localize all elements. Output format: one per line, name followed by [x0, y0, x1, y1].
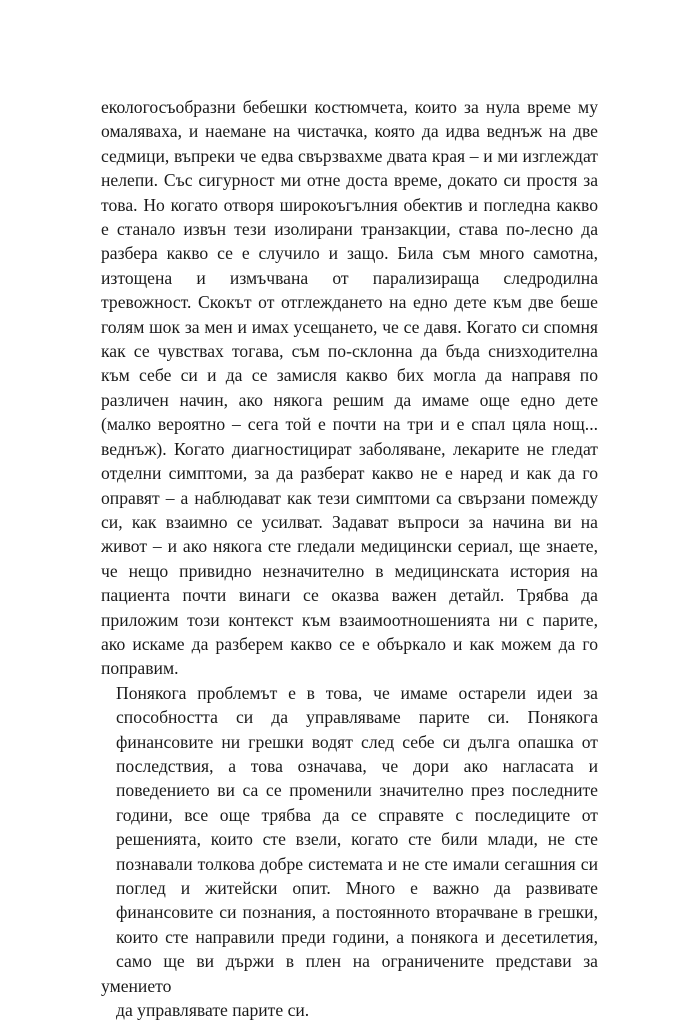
text-line: само ще ви държи в плен на ограничените представи за умението: [101, 951, 598, 996]
text-line: разбера какво се е случило и защо. Била съм много самотна,: [101, 243, 598, 264]
text-line: които сте направили преди години, а понякога и десетилетия,: [116, 926, 598, 947]
text-line: поведението ви са се променили значително през последните: [116, 780, 598, 801]
text-line: финансовите си познания, а постоянното вторачване в грешки,: [116, 902, 598, 923]
text-line: години, все още трябва да се справяте с последиците от: [116, 804, 598, 825]
text-line: Понякога проблемът е в това, че имаме остарели идеи за: [116, 682, 598, 703]
text-line: как се чувствах тогава, съм по-склонна да бъда снизходителна: [101, 341, 598, 362]
text-line: веднъж). Когато диагностицират заболяване, лекарите не гледат: [101, 438, 598, 459]
text-line: е станало извън тези изолирани транзакции, става по-лесно да: [101, 219, 598, 240]
paragraph-2: [101, 681, 598, 1022]
text-line: поправим.: [101, 658, 179, 679]
text-line: да управлявате парите си.: [116, 1000, 310, 1021]
text-line: живот – и ако някога сте гледали медицински сериал, ще знаете,: [101, 536, 598, 557]
text-line: че нещо привидно незначително в медицинската история на: [101, 560, 598, 581]
text-line: поглед и житейски опит. Много е важно да развивате: [116, 878, 598, 898]
text-line: към себе си и да се замисля какво бих могла да направя по: [101, 365, 598, 386]
text-line: голям шок за мен и имах усещането, че се давя. Когато си спомня: [101, 316, 598, 337]
text-line: това. Но когато отворя широкоъгълния обектив и погледна какво: [101, 194, 598, 215]
text-line: ако искаме да разберем какво се е объркало и как можем да го: [101, 633, 598, 654]
text-line: различен начин, ако някога решим да имаме още едно дете: [101, 389, 598, 410]
document-page: [101, 95, 598, 1022]
text-line: изтощена и измъчвана от парализираща следродилна: [101, 267, 598, 288]
text-line: способността си да управляваме парите си. Понякога: [116, 707, 598, 728]
paragraph-1: [101, 95, 598, 681]
text-line: тревожност. Скокът от отглеждането на едно дете към две беше: [101, 292, 598, 313]
text-line: си, как взаимно се усилват. Задават въпроси за начина ви на: [101, 511, 598, 532]
text-line: познавали толкова добре системата и не сте имали сегашния си: [116, 853, 598, 874]
text-line: нелепи. Със сигурност ми отне доста време, докато си простя за: [101, 170, 598, 191]
text-line: седмици, въпреки че едва свързвахме двата края – и ми изглеждат: [101, 145, 598, 166]
text-line: решенията, които сте взели, когато сте били млади, не сте: [116, 829, 598, 850]
text-line: финансовите ни грешки водят след себе си дълга опашка от: [116, 731, 598, 752]
text-line: (малко вероятно – сега той е почти на три и е спал цяла нощ...: [101, 414, 598, 435]
text-line: оправят – а наблюдават как тези симптоми са свързани помежду: [101, 487, 598, 508]
text-line: отделни симптоми, за да разберат какво не е наред и как да го: [101, 463, 598, 484]
text-line: екологосъобразни бебешки костюмчета, които за нула време му: [101, 97, 598, 117]
text-line: последствия, а това означава, че дори ако нагласата и: [116, 755, 598, 776]
text-line: приложим този контекст към взаимоотношенията ни с парите,: [101, 609, 598, 630]
text-line: омаляваха, и наемане на чистачка, която да идва веднъж на две: [101, 121, 598, 142]
text-line: пациента почти винаги се оказва важен детайл. Трябва да: [101, 585, 598, 606]
